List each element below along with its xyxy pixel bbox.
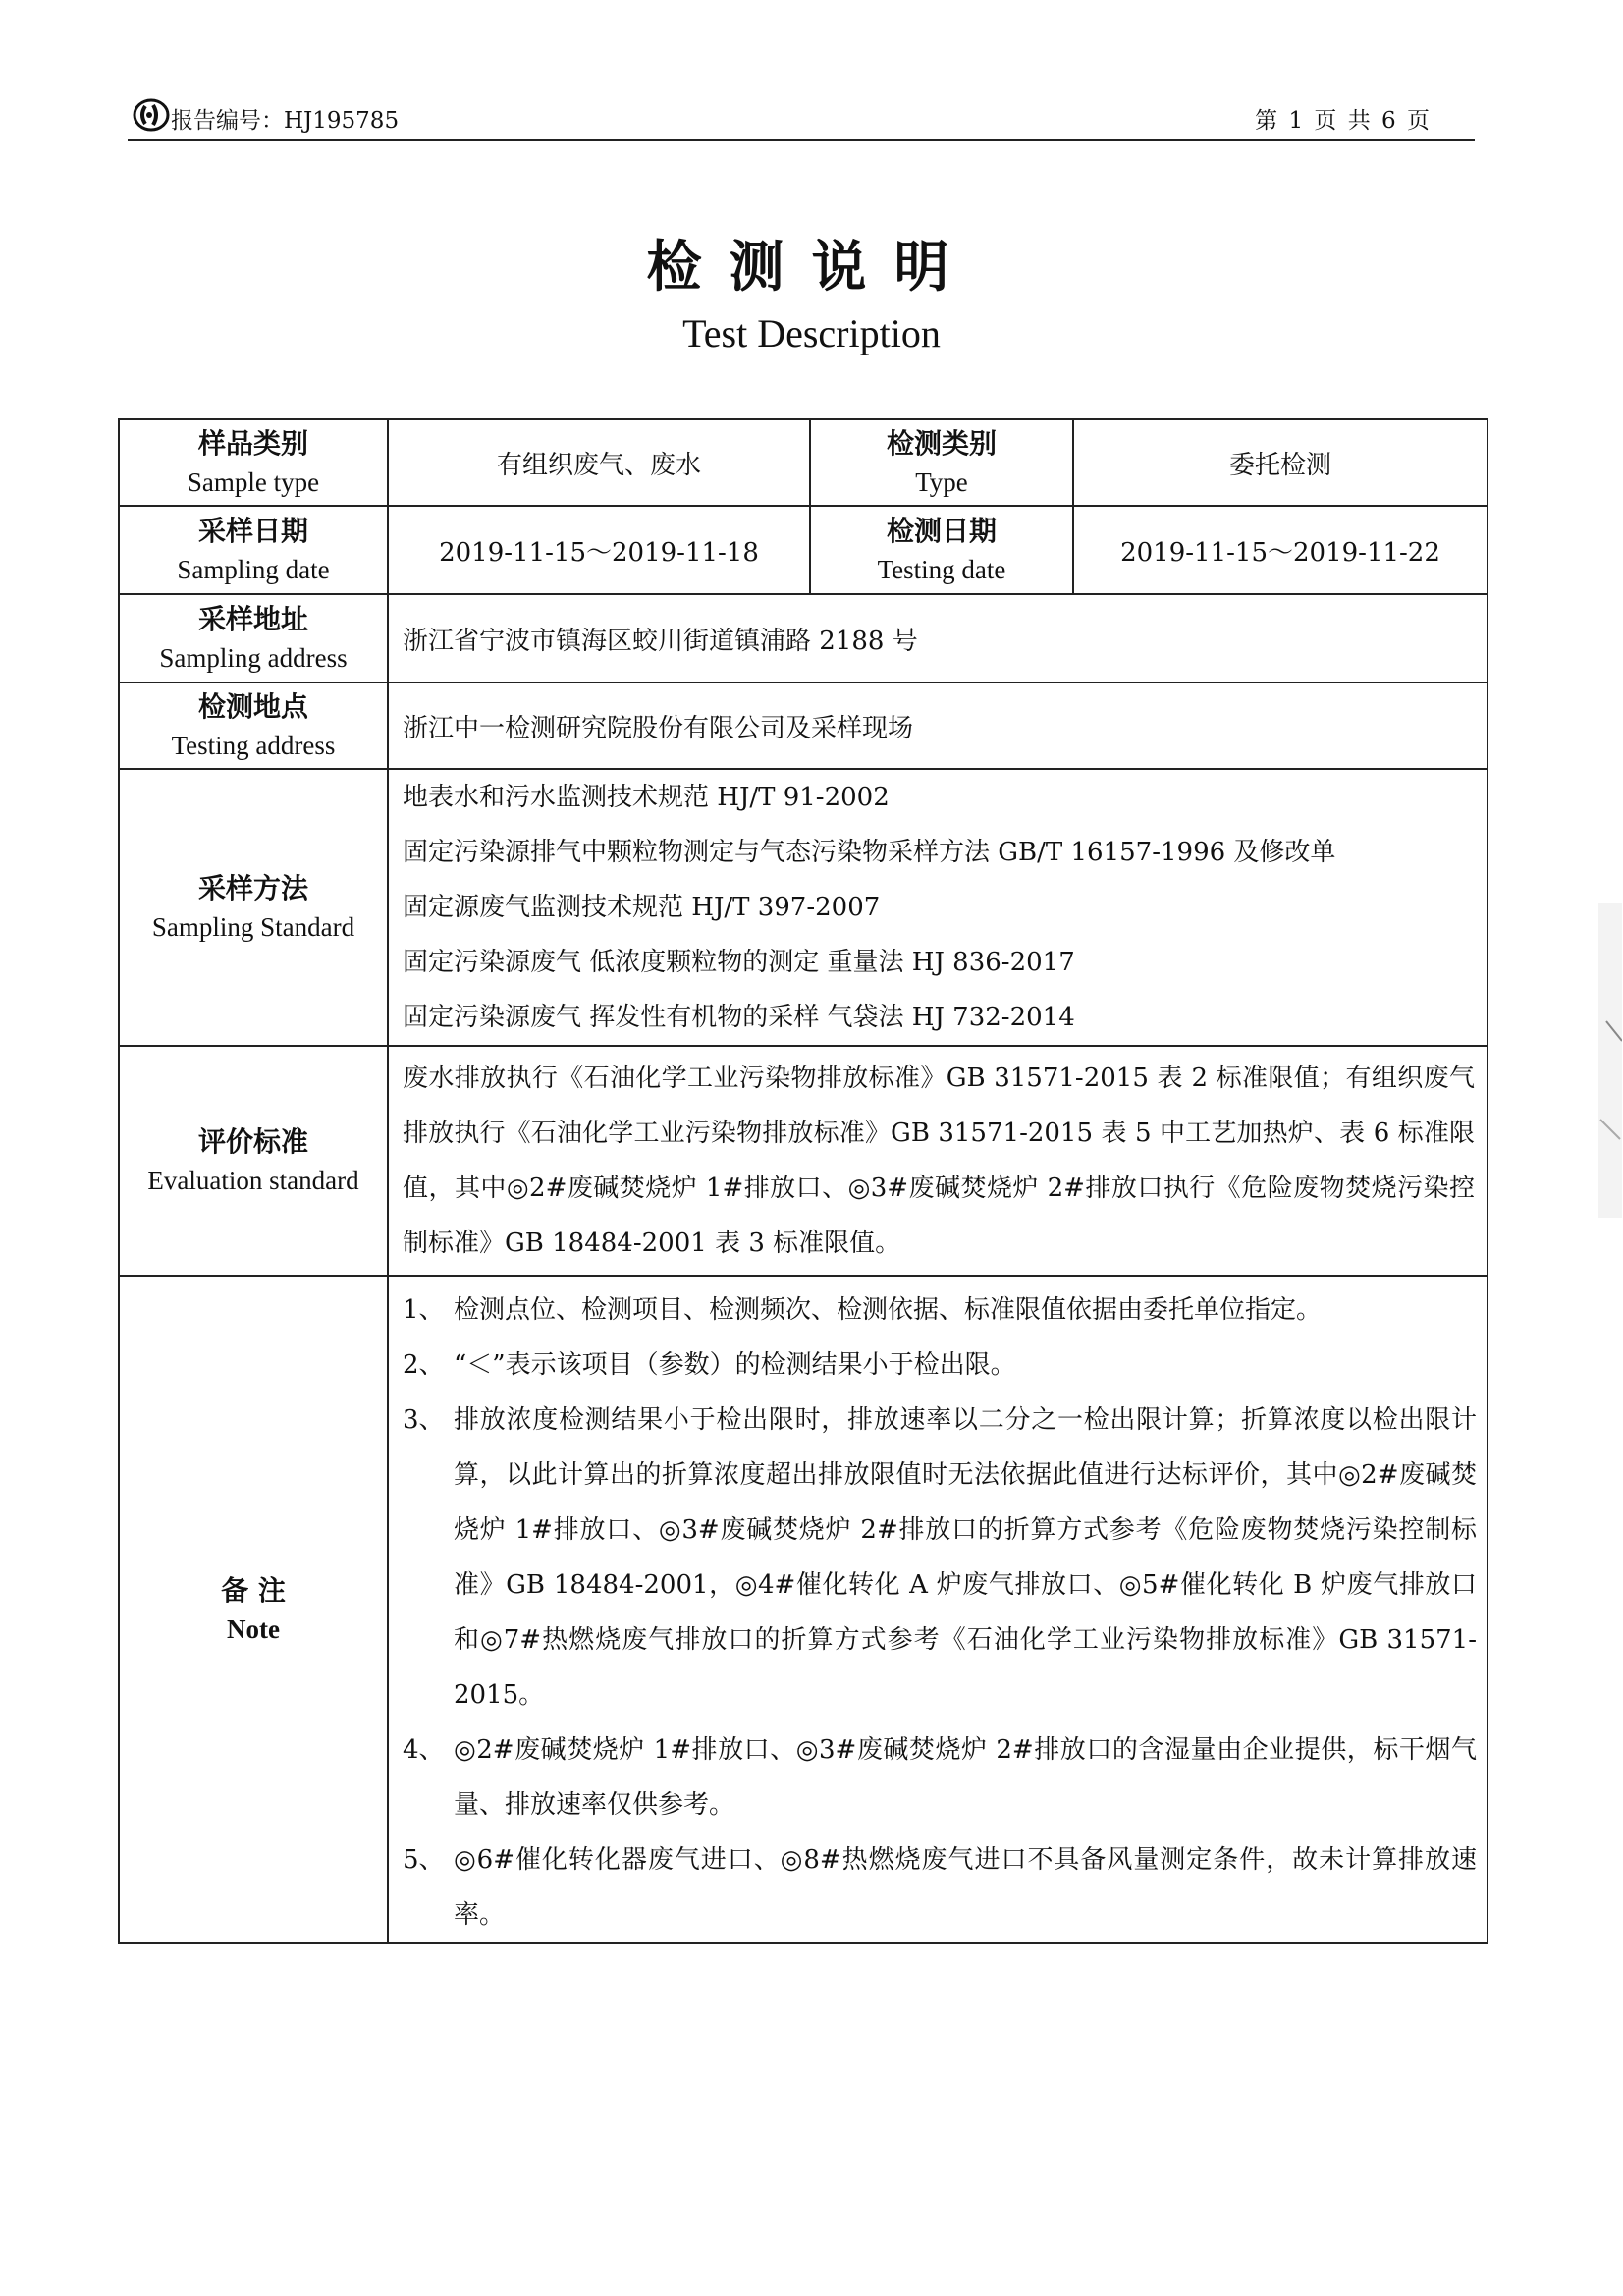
company-logo-icon xyxy=(132,98,171,132)
value-test-type: 委托检测 xyxy=(1073,419,1488,506)
note-item: 5、 ◎6#催化转化器废气进口、◎8#热燃烧废气进口不具备风量测定条件，故未计算排放速率。 xyxy=(403,1845,1477,1930)
note-item: 3、 排放浓度检测结果小于检出限时，排放速率以二分之一检出限计算；折算浓度以检出限计算，以此计算出的折算浓度超出排放限值时无法依据此值进行达标评价，其中◎2#废碱焚烧炉 1#排放口、◎3#废碱焚烧炉 2#排放口的折算方式参考《危险废物焚烧污染控制标准》GB 18484-2001，◎4#催化转化 A 炉废气排放口、◎5#催化转化 B 炉废气排放口和◎7#热燃烧废气排放口的折算方式参考《石油化学工业污染物排放标准》GB 31571-2015。 xyxy=(403,1405,1477,1710)
label-testing-address: 检测地点 Testing address xyxy=(119,683,388,769)
value-sampling-standard xyxy=(388,769,1488,1046)
value-sampling-address: 浙江省宁波市镇海区蛟川街道镇浦路 2188 号 xyxy=(388,594,1488,683)
standard-item: 固定源废气监测技术规范 HJ/T 397-2007 xyxy=(403,893,881,922)
value-note xyxy=(388,1276,1488,1943)
header-rule xyxy=(128,139,1475,141)
page-title-cn: 检测说明 xyxy=(646,235,977,300)
report-number: 报告编号：HJ195785 xyxy=(171,108,400,134)
standard-item: 固定污染源废气 挥发性有机物的采样 气袋法 HJ 732-2014 xyxy=(403,1003,1075,1032)
note-item: 4、 ◎2#废碱焚烧炉 1#排放口、◎3#废碱焚烧炉 2#排放口的含湿量由企业提供，标干烟气量、排放速率仅供参考。 xyxy=(403,1735,1477,1820)
label-test-type: 检测类别 Type xyxy=(810,419,1073,506)
value-testing-date: 2019-11-15～2019-11-22 xyxy=(1073,506,1488,594)
value-evaluation xyxy=(388,1046,1488,1276)
label-sample-type: 样品类别 Sample type xyxy=(119,419,388,506)
row-sample-type xyxy=(119,419,1488,506)
evaluation-text: 废水排放执行《石油化学工业污染物排放标准》GB 31571-2015 表 2 标准限值；有组织废气排放执行《石油化学工业污染物排放标准》GB 31571-2015 表 5 中工艺加热炉、表 6 标准限值，其中◎2#废碱焚烧炉 1#排放口、◎3#废碱焚烧炉 2#排放口执行《危险废物焚烧污染控制标准》GB 18484-2001 表 3 标准限值。 xyxy=(403,1064,1475,1258)
label-sampling-date: 采样日期 Sampling date xyxy=(119,506,388,594)
row-sampling-address xyxy=(119,594,1488,683)
standard-item: 固定污染源废气 低浓度颗粒物的测定 重量法 HJ 836-2017 xyxy=(403,948,1075,977)
row-dates xyxy=(119,506,1488,594)
label-sampling-address: 采样地址 Sampling address xyxy=(119,594,388,683)
row-testing-address xyxy=(119,683,1488,769)
note-item: 1、 检测点位、检测项目、检测频次、检测依据、标准限值依据由委托单位指定。 xyxy=(403,1295,1323,1325)
label-testing-date: 检测日期 Testing date xyxy=(810,506,1073,594)
row-sampling-standard xyxy=(119,769,1488,1046)
standard-item: 固定污染源排气中颗粒物测定与气态污染物采样方法 GB/T 16157-1996 及修改单 xyxy=(403,838,1336,867)
seal-edge-mark-icon xyxy=(1593,903,1622,1218)
label-sampling-standard: 采样方法 Sampling Standard xyxy=(119,769,388,1046)
page-number: 第 1 页 共 6 页 xyxy=(1255,108,1432,134)
test-description-table xyxy=(118,418,1488,1944)
standard-item: 地表水和污水监测技术规范 HJ/T 91-2002 xyxy=(403,783,890,812)
note-item: 2、 “＜”表示该项目（参数）的检测结果小于检出限。 xyxy=(403,1350,1016,1380)
value-sampling-date: 2019-11-15～2019-11-18 xyxy=(388,506,810,594)
value-testing-address: 浙江中一检测研究院股份有限公司及采样现场 xyxy=(388,683,1488,769)
value-sample-type: 有组织废气、废水 xyxy=(388,419,810,506)
page-header xyxy=(128,94,1475,141)
label-evaluation: 评价标准 Evaluation standard xyxy=(119,1046,388,1276)
row-evaluation xyxy=(119,1046,1488,1276)
page-title-en: Test Description xyxy=(682,311,941,355)
label-note: 备 注 Note xyxy=(119,1276,388,1943)
row-note xyxy=(119,1276,1488,1943)
